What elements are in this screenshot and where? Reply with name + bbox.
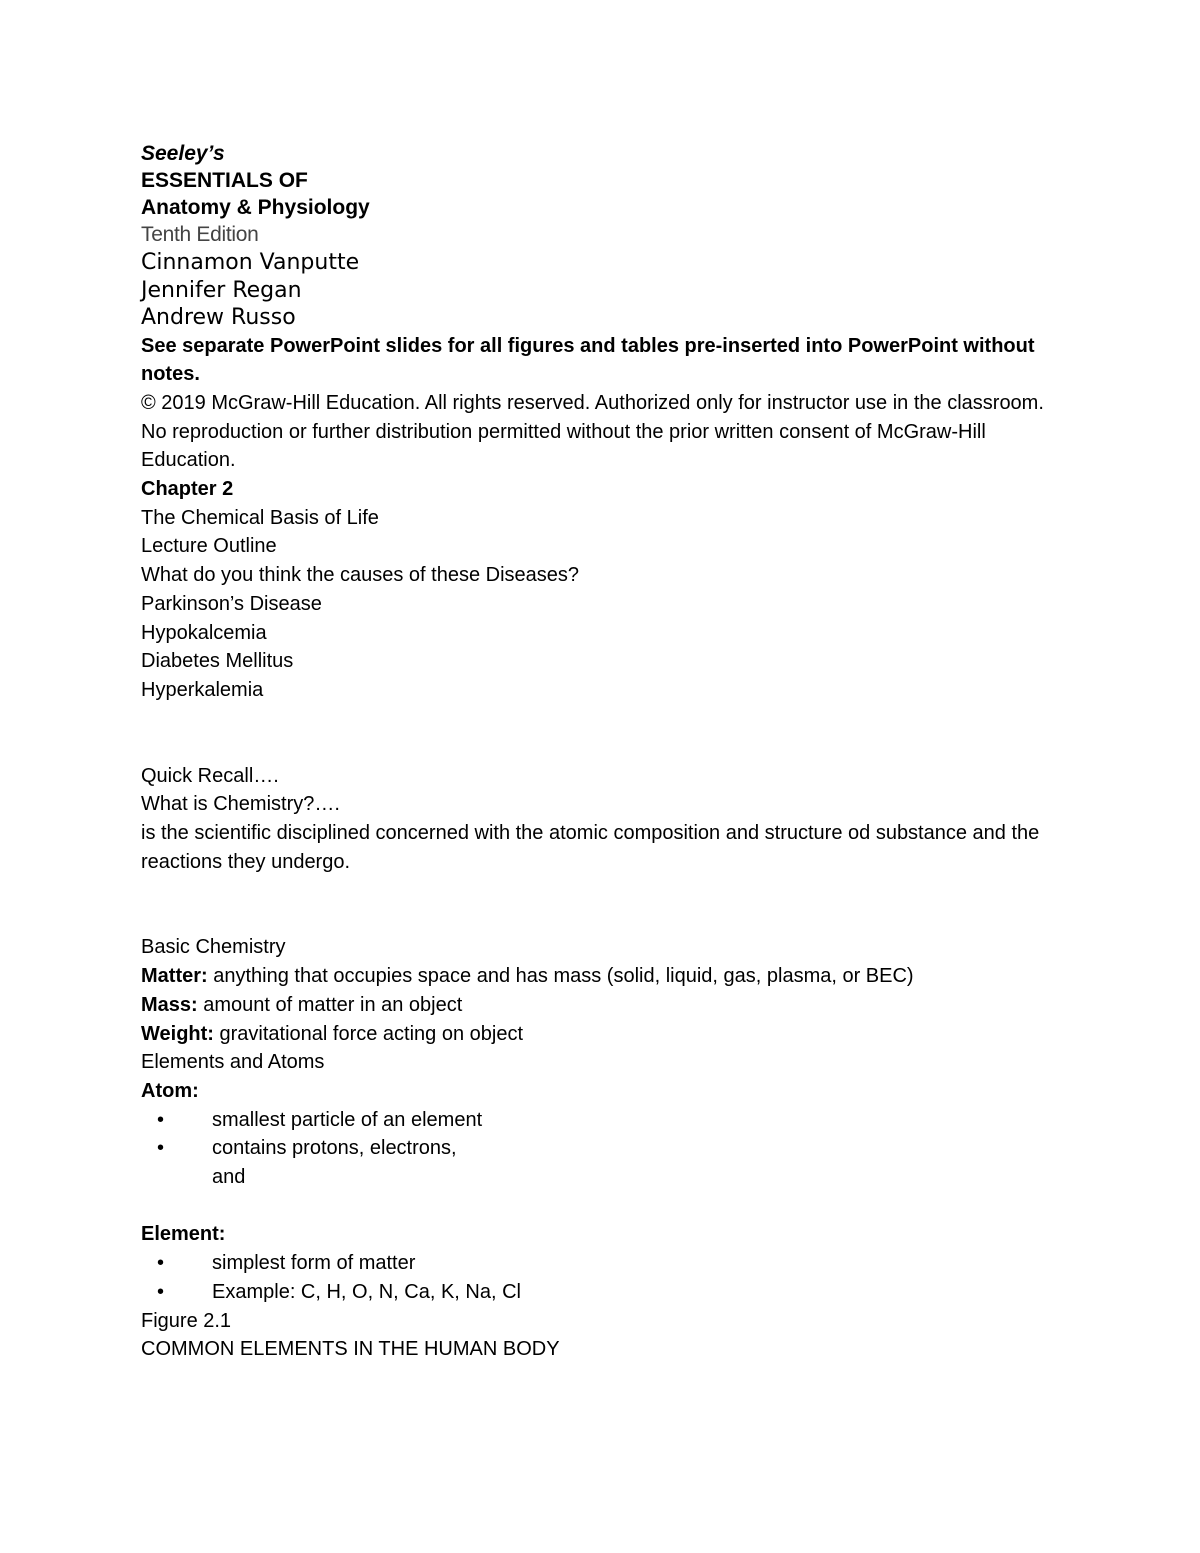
definition-weight: Weight: gravitational force acting on object xyxy=(141,1022,524,1045)
element-term: Element: xyxy=(141,1223,226,1246)
chapter-label: Chapter 2 xyxy=(141,478,234,501)
disease-item: Hypokalcemia xyxy=(141,621,267,644)
basic-chemistry-heading: Basic Chemistry xyxy=(141,936,286,959)
book-edition: Tenth Edition xyxy=(141,223,259,246)
spacer xyxy=(141,705,1071,762)
quick-recall-heading: Quick Recall…. xyxy=(141,764,279,787)
spacer xyxy=(141,1192,1071,1221)
disease-item: Diabetes Mellitus xyxy=(141,650,294,673)
copyright-notice: © 2019 McGraw-Hill Education. All rights reserved. Authorized only for instructor use in the classroom. No reproduction or further distribution permitted without the prior written consent of McGraw-Hill Education. xyxy=(141,391,1044,472)
chemistry-question: What is Chemistry?…. xyxy=(141,793,340,816)
bullet-icon: • xyxy=(157,1137,165,1160)
bullet-icon: • xyxy=(157,1280,165,1303)
bullet-icon: • xyxy=(157,1108,165,1131)
spacer xyxy=(141,876,1071,933)
powerpoint-notice: See separate PowerPoint slides for all figures and tables pre-inserted into PowerPoint without notes. xyxy=(141,334,1035,386)
chemistry-answer: is the scientific disciplined concerned with the atomic composition and structure od substance and the reactions they undergo. xyxy=(141,822,1040,873)
book-title-line-1: ESSENTIALS OF xyxy=(141,169,308,192)
list-item: • simplest form of matter xyxy=(141,1249,1071,1278)
chapter-title: The Chemical Basis of Life xyxy=(141,506,379,529)
document-body xyxy=(141,140,1071,1364)
elements-and-atoms-heading: Elements and Atoms xyxy=(141,1051,325,1074)
bullet-icon: • xyxy=(157,1252,165,1275)
author-name: Andrew Russo xyxy=(141,305,296,330)
figure-title: COMMON ELEMENTS IN THE HUMAN BODY xyxy=(141,1338,560,1361)
author-name: Jennifer Regan xyxy=(141,277,302,303)
diseases-question: What do you think the causes of these Diseases? xyxy=(141,564,580,587)
list-item: • Example: C, H, O, N, Ca, K, Na, Cl xyxy=(141,1278,1071,1307)
author-name: Cinnamon Vanputte xyxy=(141,250,360,275)
atom-term: Atom: xyxy=(141,1079,199,1102)
book-series: Seeley’s xyxy=(141,142,225,165)
figure-label: Figure 2.1 xyxy=(141,1309,232,1332)
disease-item: Hyperkalemia xyxy=(141,678,264,701)
definition-matter: Matter: anything that occupies space and has mass (solid, liquid, gas, plasma, or BEC) xyxy=(141,965,914,988)
lecture-outline-label: Lecture Outline xyxy=(141,535,277,558)
list-item: • smallest particle of an element xyxy=(141,1106,1071,1135)
disease-item: Parkinson’s Disease xyxy=(141,592,322,615)
definition-mass: Mass: amount of matter in an object xyxy=(141,993,463,1016)
list-item: • contains protons, electrons, and xyxy=(141,1134,1071,1191)
book-title-line-2: Anatomy & Physiology xyxy=(141,196,370,219)
